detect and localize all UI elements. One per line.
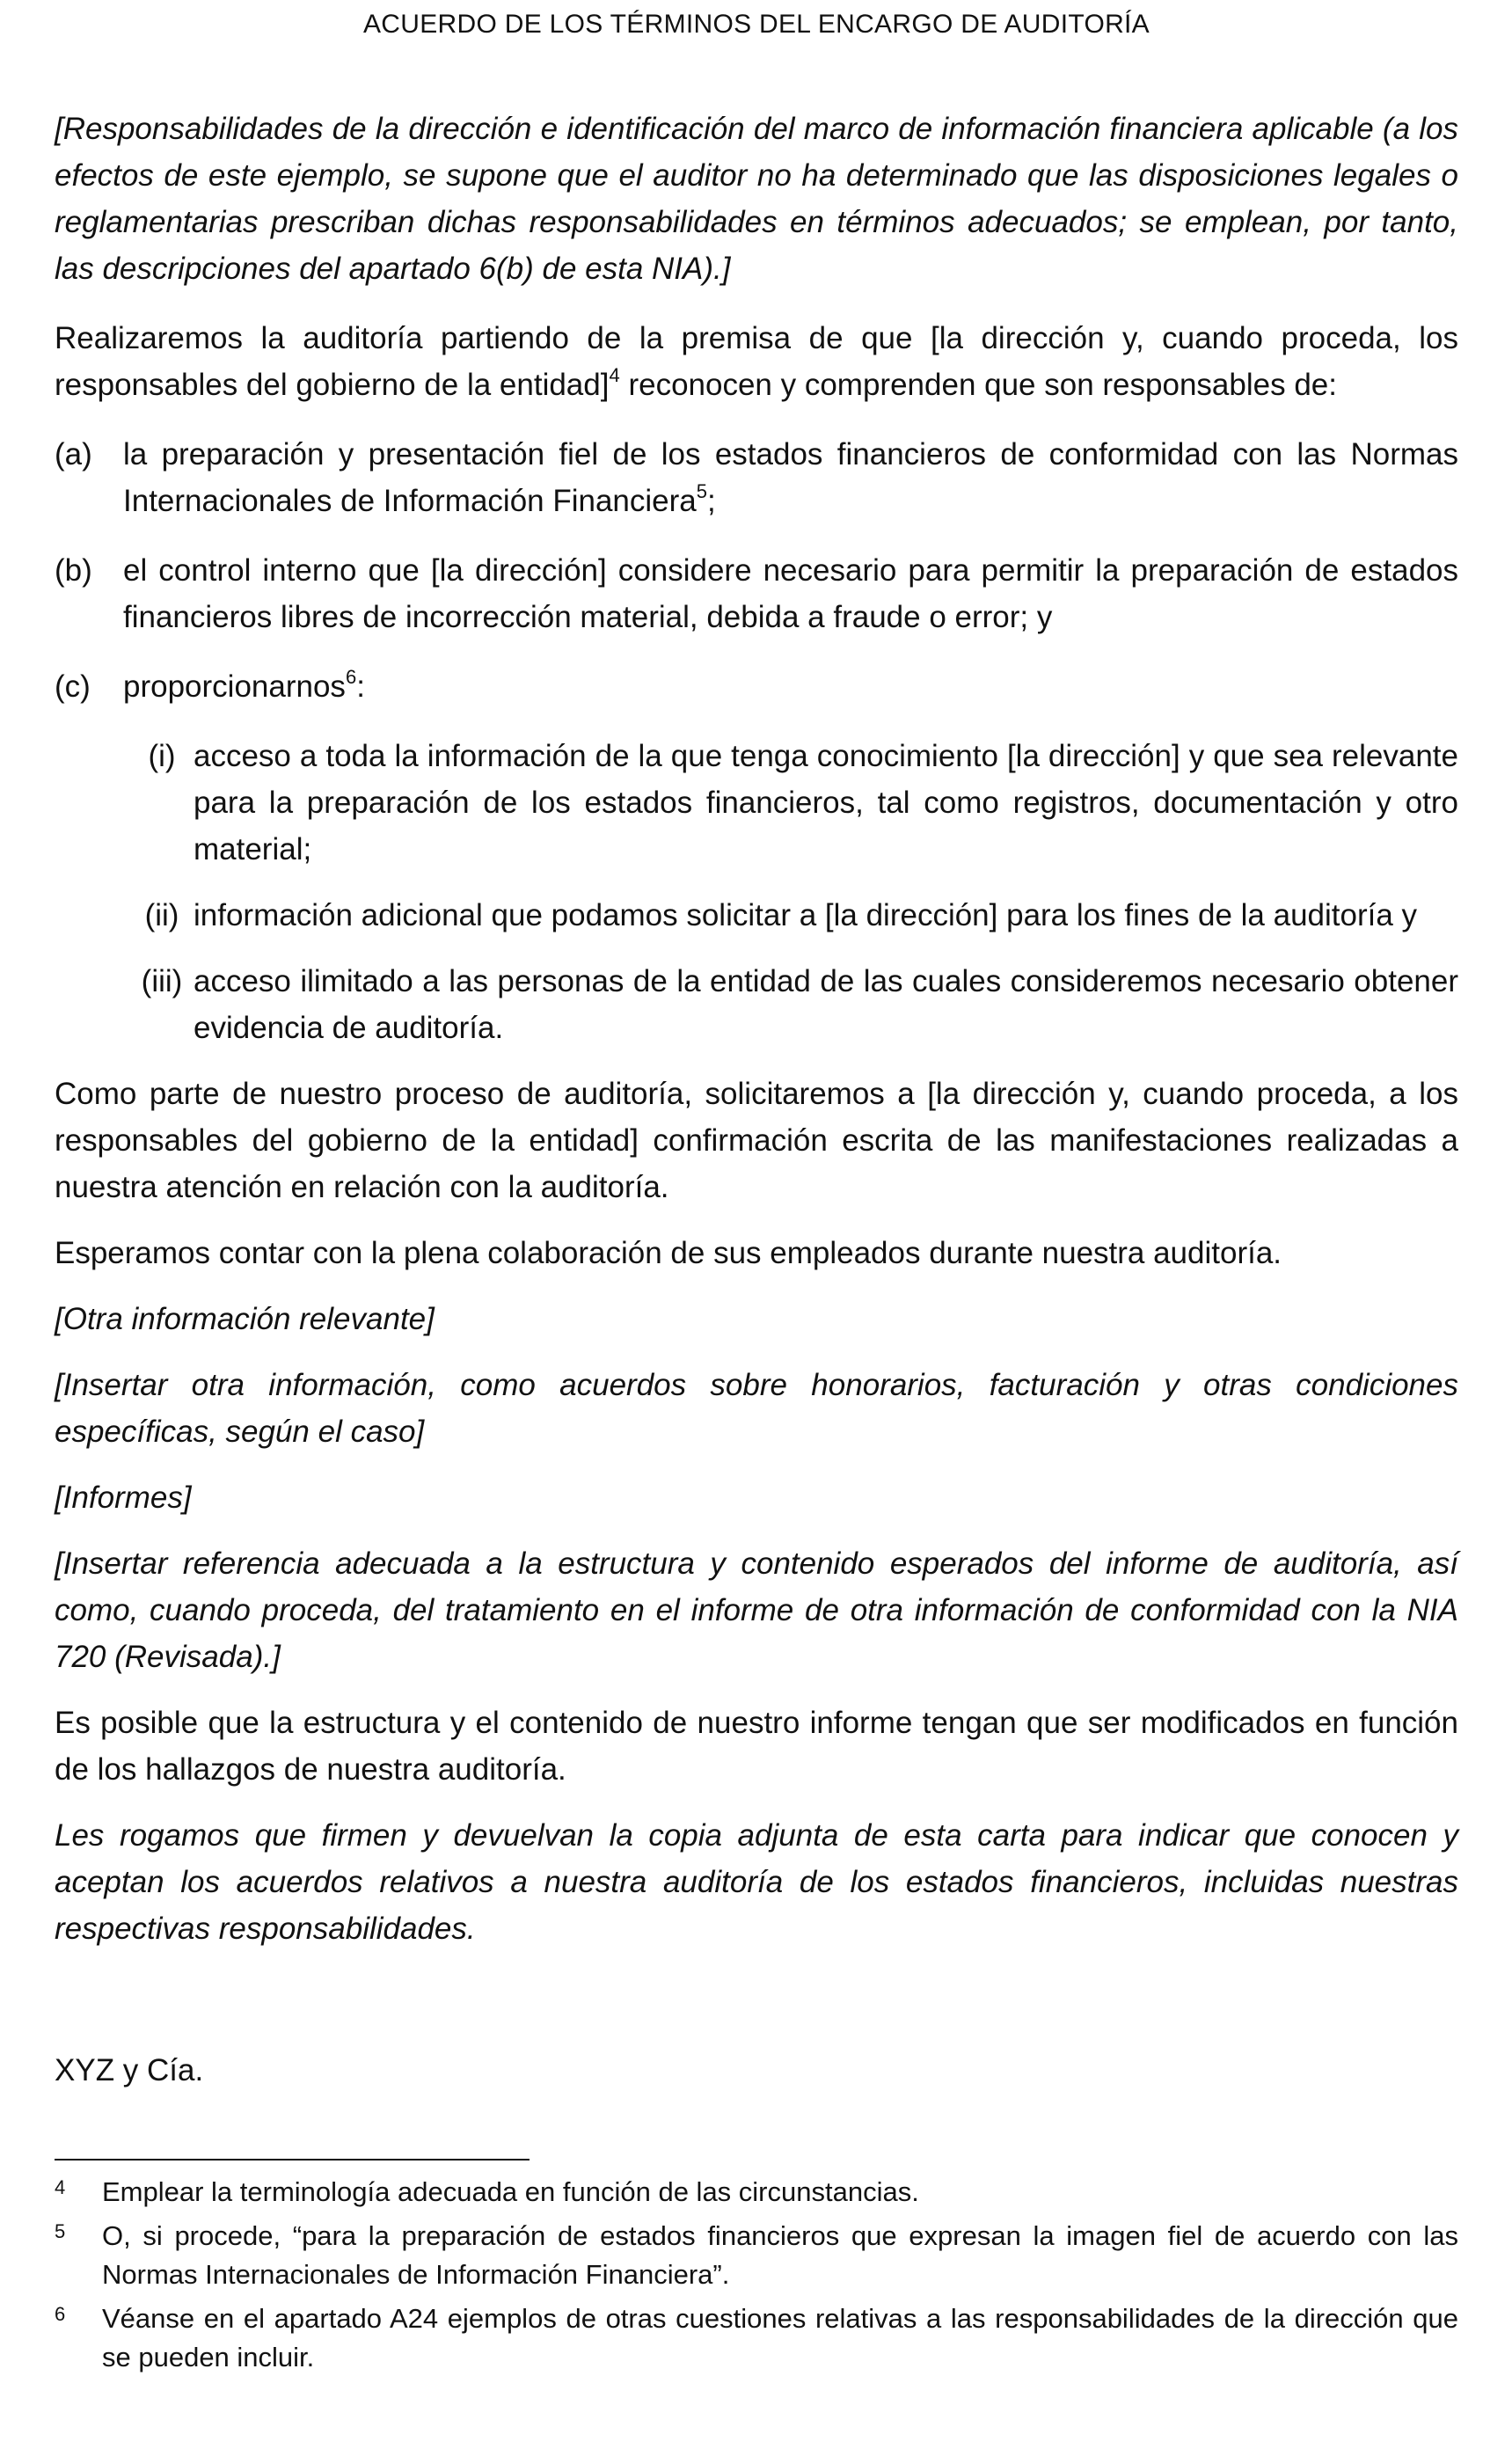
premise-text-end: reconocen y comprenden que son responsables de: [619,368,1337,402]
footnote-number: 5 [55,2220,66,2242]
cooperation-paragraph: Esperamos contar con la plena colaboración de sus empleados durante nuestra auditoría. [55,1236,1282,1270]
footnote-ref-4[interactable]: 4 [609,364,620,387]
footnote-number: 4 [55,2176,66,2198]
premise-paragraph [55,315,1458,408]
sublist-text: acceso a toda la información de la que tenga conocimiento [la dirección] y que sea relevante para la preparación de los estados financieros, tal como registros, documentación y otro material; [194,739,1458,866]
list-item-b [55,547,1458,640]
footnote-4 [55,2173,1458,2212]
list-text-tail: : [356,669,365,704]
sublist [123,733,1458,1051]
signature: XYZ y Cía. [55,2053,204,2087]
sublist-item-ii [123,892,1458,939]
list-label: (c) [55,669,91,704]
footnote-6 [55,2299,1458,2377]
footnote-5 [55,2217,1458,2294]
list-text: el control interno que [la dirección] considere necesario para permitir la preparación de estados financieros libres de incorrección material, debida a fraude o error; y [123,553,1458,634]
list-text [123,431,1458,524]
footnote-text: O, si procede, “para la preparación de estados financieros que expresan la imagen fiel de acuerdo con las Normas Internacionales de Información Financiera”. [102,2220,1458,2290]
sublist-label: (ii) [144,898,179,932]
premise-text: Realizaremos la auditoría partiendo de la premisa de que [la dirección y, cuando proceda, los responsables del gobierno de la entidad] [55,321,1458,402]
footnote-ref-5[interactable]: 5 [696,480,708,503]
page-header: ACUERDO DE LOS TÉRMINOS DEL ENCARGO DE AUDITORÍA [362,10,1150,39]
list-item-a [55,431,1458,524]
sublist-item-iii [123,958,1458,1051]
sublist-text: acceso ilimitado a las personas de la entidad de las cuales consideremos necesario obtener evidencia de auditoría. [194,964,1458,1045]
other-info-heading: [Otra información relevante] [55,1302,435,1336]
footnotes [55,2173,1458,2377]
other-info-paragraph: [Insertar otra información, como acuerdos sobre honorarios, facturación y otras condiciones específicas, según el caso] [55,1368,1458,1449]
list-text [123,663,1458,710]
list-text-body: la preparación y presentación fiel de los estados financieros de conformidad con las Normas Internacionales de Información Financiera [123,437,1458,518]
list-text-body: proporcionarnos [123,669,346,704]
reports-heading: [Informes] [55,1481,192,1515]
list-text-tail: ; [707,484,716,518]
sublist-label: (i) [148,739,176,773]
reports-paragraph: [Insertar referencia adecuada a la estructura y contenido esperados del informe de auditoría, así como, cuando proceda, del tratamiento en el informe de otra información de conformidad con la NIA 720 (Revisada).] [55,1546,1458,1674]
list-item-c [55,663,1458,710]
request-paragraph: Les rogamos que firmen y devuelvan la copia adjunta de esta carta para indicar que conocen y aceptan los acuerdos relativos a nuestra auditoría de los estados financieros, incluidas nuestras respectivas responsabilidades. [55,1818,1458,1946]
list-label: (b) [55,553,92,588]
footnote-text: Véanse en el apartado A24 ejemplos de otras cuestiones relativas a las responsabilidades de la dirección que se pueden incluir. [102,2303,1458,2373]
modification-paragraph: Es posible que la estructura y el contenido de nuestro informe tengan que ser modificados en función de los hallazgos de nuestra auditoría. [55,1706,1458,1787]
footnote-separator [55,2159,530,2161]
sublist-label: (iii) [141,964,183,998]
intro-note: [Responsabilidades de la dirección e identificación del marco de información financiera aplicable (a los efectos de este ejemplo, se supone que el auditor no ha determinado que las disposiciones legales o reglamentarias prescriban dichas responsabilidades en términos adecuados; se emplean, por tanto, las descripciones del apartado 6(b) de esta NIA).] [55,112,1458,286]
footnote-number: 6 [55,2303,66,2325]
footnote-ref-6[interactable]: 6 [345,666,357,689]
sublist-item-i [123,733,1458,873]
written-reps-paragraph: Como parte de nuestro proceso de auditoría, solicitaremos a [la dirección y, cuando proceda, a los responsables del gobierno de la entidad] confirmación escrita de las manifestaciones realizadas a nuestra atención en relación con la auditoría. [55,1077,1458,1204]
footnote-text: Emplear la terminología adecuada en función de las circunstancias. [102,2176,919,2207]
list-label: (a) [55,437,92,472]
sublist-text: información adicional que podamos solicitar a [la dirección] para los fines de la auditoría y [194,898,1418,932]
document-page [55,0,1458,2377]
